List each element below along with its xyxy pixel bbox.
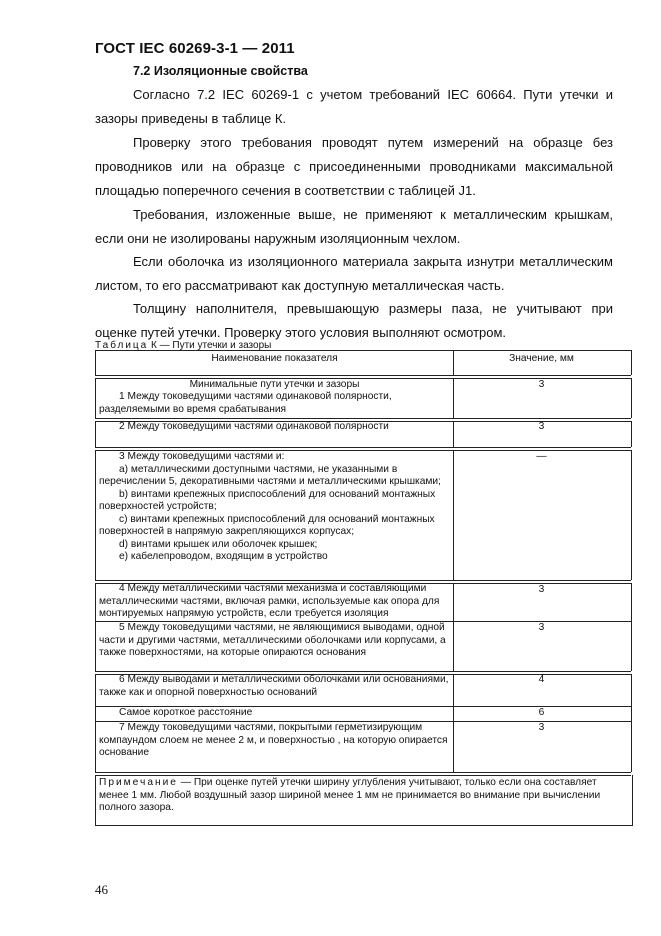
paragraph-4: Если оболочка из изоляционного материала закрыта изнутри металлическим листом, то его рассматривают как доступную металлическая часть. (95, 254, 613, 293)
table-row (95, 378, 631, 418)
column-value-header: Значение, мм (509, 353, 574, 364)
table-cell-value: 3 (538, 379, 545, 390)
table-row (95, 674, 631, 706)
table-caption: Таблица К — Пути утечки и зазоры (95, 340, 272, 351)
table-cell-value: 3 (538, 421, 545, 432)
table-cell-value: 6 (538, 707, 545, 718)
table-cell-name: 4 Между металлическими частями механизма и составляющими металлическими частями, включая рамки, используемые как опора для монтируемых напрямую устройств, если требуется изоляция (99, 583, 440, 619)
table-cell-name: 2 Между токоведущими частями одинаковой полярности (119, 421, 389, 432)
table-row (95, 706, 631, 721)
section-title: 7.2 Изоляционные свойства (133, 64, 308, 78)
table-group-heading: Минимальные пути утечки и зазоры (189, 379, 360, 390)
table-cell-name: Самое короткое расстояние (119, 707, 253, 718)
table-cell-name: 3 Между токоведущими частями и: a) металлическими доступными частями, не указанными в перечислении 5, декоративными частями и металлическими крышками; b) винтами крепежных приспособлений для оснований монтажных поверхностей устройств; c) винтами крепежных приспособлений для оснований монтажных поверхностей в напрямую закрепляющихся корпусах; d) винтами крышек или оболочек крышек; e) кабелепроводом, входящим в устройство (99, 451, 441, 562)
table-row (95, 450, 631, 580)
table-cell-name: 6 Между выводами и металлическими оболочками или основаниями, также как и опорной поверхностью оснований (99, 674, 449, 698)
table-cell-value: 3 (538, 722, 545, 733)
table-cell-name: 1 Между токоведущими частями одинаковой полярности, разделяемыми во время срабатывания (99, 391, 392, 415)
table-cell-name: 5 Между токоведущими частями, не являющимися выводами, одной части и другими частями, металлическими оболочками или корпусами, а также поверхностями, на которые опираются основания (99, 622, 446, 658)
table-cell-value: 3 (538, 622, 545, 633)
paragraph-3: Требования, изложенные выше, не применяют к металлическим крышкам, если они не изолированы наружным изоляционным чехлом. (95, 207, 613, 246)
table-row (95, 421, 631, 447)
paragraph-2: Проверку этого требования проводят путем измерений на образце без проводников или на образце с присоединенными проводниками максимальной площадью поперечного сечения в соответствии с таблицей J1. (95, 135, 613, 198)
table-cell-value: 3 (538, 584, 545, 595)
paragraph-5: Толщину наполнителя, превышающую размеры паза, не учитывают при оценке путей утечки. Проверку этого условия выполняют осмотром. (95, 301, 613, 340)
table-note (95, 775, 633, 826)
table-cell-name: 7 Между токоведущими частями, покрытыми герметизирующим компаундом слоем не менее 2 м, и поверхностью , на которую опирается основание (99, 722, 448, 758)
table-cell-value: 4 (538, 674, 545, 685)
note-text: Примечание — При оценке путей утечки ширину углубления учитывают, только если она составляет менее 1 мм. Любой воздушный зазор шириной менее 1 мм не принимается во внимание при вычислении полного зазора. (99, 777, 601, 813)
table-row (95, 621, 631, 671)
table-row (95, 583, 631, 621)
creepage-table (95, 350, 631, 825)
table-row (95, 721, 631, 772)
standard-header: ГОСТ IEC 60269-3-1 — 2011 (95, 40, 295, 57)
table-header-row (95, 350, 631, 375)
column-name-header: Наименование показателя (211, 353, 338, 364)
page-number: 46 (95, 882, 108, 897)
paragraph-1: Согласно 7.2 IEC 60269-1 с учетом требований IEC 60664. Пути утечки и зазоры приведены в таблице К. (95, 87, 613, 126)
table-cell-value: — (536, 451, 547, 462)
